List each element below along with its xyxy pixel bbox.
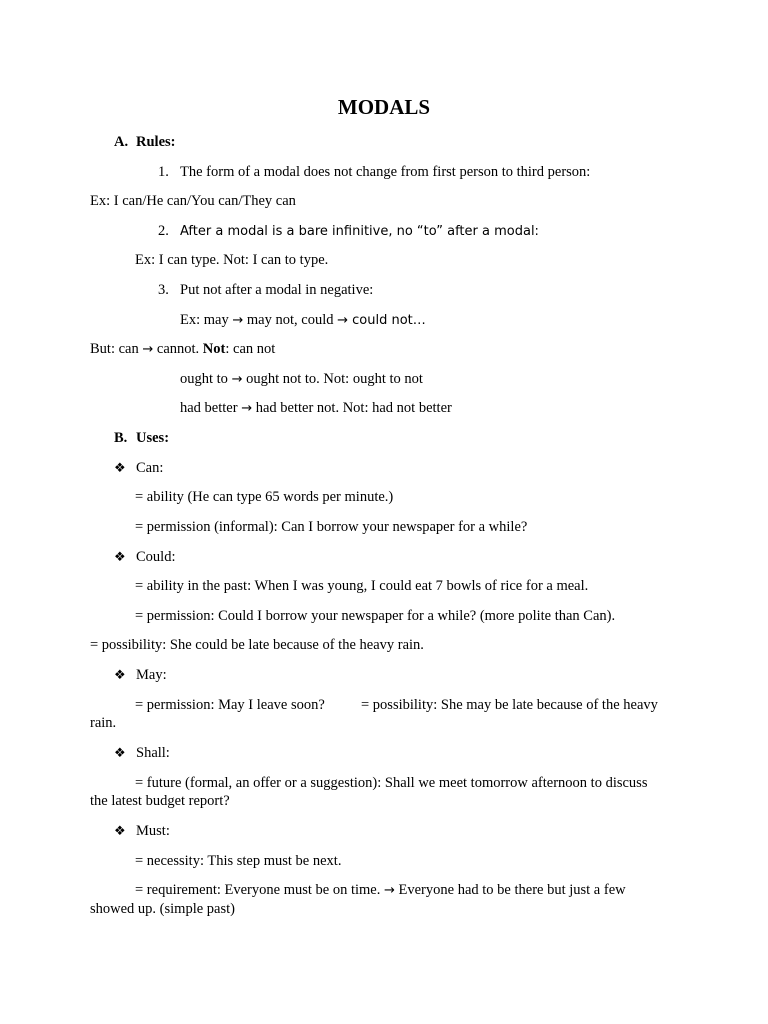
- shall-title: Shall:: [136, 745, 170, 761]
- may-heading: [114, 666, 167, 685]
- ought-line-part: ought not to. Not: ought to not: [242, 371, 423, 387]
- diamond-bullet-icon: ❖: [114, 461, 126, 476]
- rule-1: [158, 163, 590, 181]
- rule-2-number: 2.: [158, 223, 169, 239]
- better-line: [180, 399, 452, 418]
- section-b-label: B.: [114, 430, 128, 446]
- rule-3: [158, 281, 373, 299]
- but-line: [90, 340, 275, 359]
- but-line-bold: Not: [202, 341, 226, 357]
- rule-3-number: 3.: [158, 282, 169, 298]
- rule-1-text: The form of a modal does not change from first person to third person:: [180, 164, 591, 180]
- rule-3-text: Put not after a modal in negative:: [180, 282, 374, 298]
- rule-2-example: Ex: I can type. Not: I can to type.: [135, 252, 329, 268]
- section-a-title: Rules:: [136, 134, 176, 150]
- arrow-icon: →: [231, 372, 243, 387]
- can-title: Can:: [136, 460, 164, 476]
- rule-1-number: 1.: [158, 164, 169, 180]
- can-permission: = permission (informal): Can I borrow your newspaper for a while?: [135, 519, 528, 535]
- must-requirement: [135, 881, 626, 900]
- could-title: Could:: [136, 549, 176, 565]
- ought-line-part: ought to: [180, 371, 232, 387]
- but-line-part: But: can: [90, 341, 143, 357]
- must-requirement-part: Everyone had to be there but just a few: [394, 882, 626, 898]
- rule-2: [158, 222, 539, 241]
- section-a-heading: [114, 133, 175, 151]
- shall-heading: [114, 744, 170, 763]
- must-requirement-part: = requirement: Everyone must be on time.: [135, 882, 384, 898]
- section-b-title: Uses:: [136, 430, 170, 446]
- can-heading: [114, 459, 163, 478]
- ought-line: [180, 370, 423, 389]
- could-permission: = permission: Could I borrow your newspaper for a while? (more polite than Can).: [135, 608, 616, 624]
- arrow-icon: →: [241, 401, 253, 416]
- could-ability: = ability in the past: When I was young, I could eat 7 bowls of rice for a meal.: [135, 578, 589, 594]
- must-heading: [114, 822, 170, 841]
- may-possibility: = possibility: She may be late because of the heavy: [361, 697, 658, 713]
- may-continuation: rain.: [90, 715, 117, 731]
- page-title: MODALS: [337, 95, 431, 119]
- arrow-icon: →: [232, 313, 244, 328]
- better-line-part: had better: [180, 400, 242, 416]
- but-line-part: : can not: [225, 341, 276, 357]
- diamond-bullet-icon: ❖: [114, 746, 126, 761]
- diamond-bullet-icon: ❖: [114, 550, 126, 565]
- arrow-icon: →: [142, 342, 154, 357]
- must-continuation: showed up. (simple past): [90, 901, 235, 917]
- must-necessity: = necessity: This step must be next.: [135, 853, 342, 869]
- section-a-label: A.: [114, 134, 129, 150]
- shall-future: = future (formal, an offer or a suggestion): Shall we meet tomorrow afternoon to discuss: [135, 775, 648, 791]
- rule-3-example-part: could not…: [348, 313, 426, 328]
- diamond-bullet-icon: ❖: [114, 668, 126, 683]
- rule-3-example: [180, 311, 426, 330]
- arrow-icon: →: [383, 883, 395, 898]
- arrow-icon: →: [337, 313, 349, 328]
- rule-3-example-part: may not, could: [243, 312, 338, 328]
- could-heading: [114, 548, 175, 567]
- can-ability: = ability (He can type 65 words per minute.): [135, 489, 394, 505]
- but-line-part: cannot.: [153, 341, 203, 357]
- rule-1-example: Ex: I can/He can/You can/They can: [90, 193, 296, 209]
- shall-continuation: the latest budget report?: [90, 793, 230, 809]
- may-permission: = permission: May I leave soon?: [135, 697, 325, 713]
- better-line-part: had better not. Not: had not better: [252, 400, 452, 416]
- diamond-bullet-icon: ❖: [114, 824, 126, 839]
- section-b-heading: [114, 429, 169, 447]
- must-title: Must:: [136, 823, 170, 839]
- rule-3-example-part: Ex: may: [180, 312, 233, 328]
- may-title: May:: [136, 667, 167, 683]
- could-possibility: = possibility: She could be late because of the heavy rain.: [90, 637, 424, 653]
- rule-2-text: After a modal is a bare infinitive, no “to” after a modal:: [180, 224, 539, 239]
